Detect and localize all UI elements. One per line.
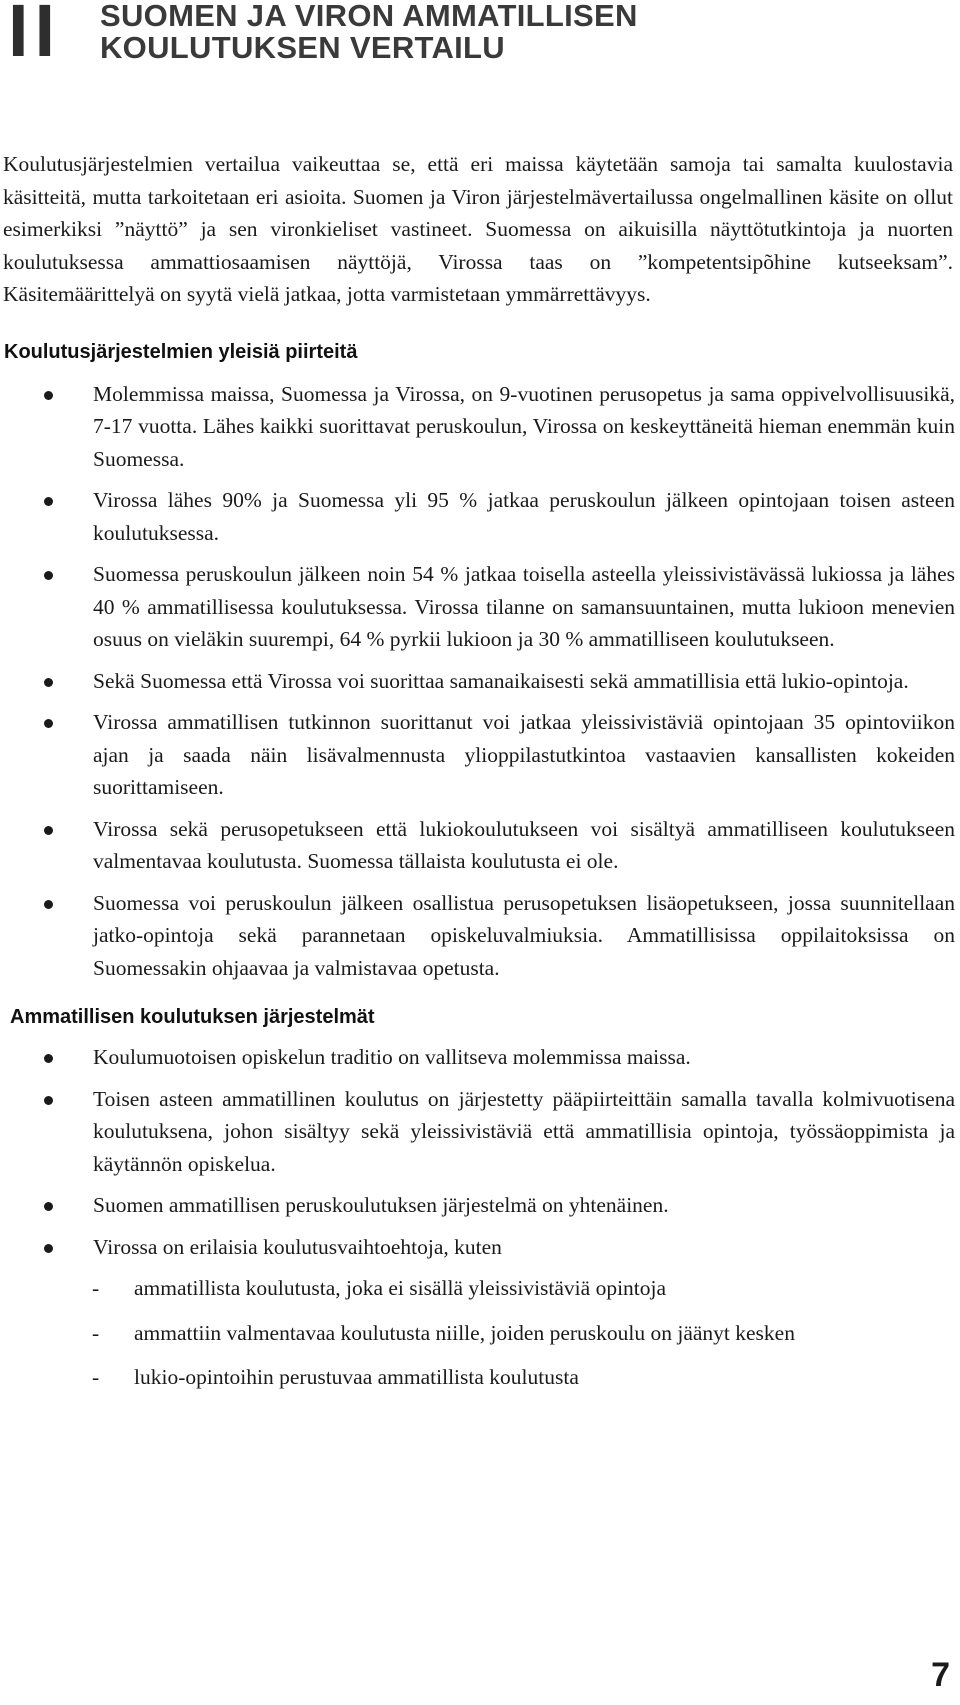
bullet-icon	[44, 497, 53, 506]
list-item-text: Virossa sekä perusopetukseen että lukiokoulutukseen voi sisältyä ammatilliseen koulutukseen valmentavaa koulutusta. Suomessa tällaista koulutusta ei ole.	[93, 816, 955, 873]
list-item-text: Suomessa voi peruskoulun jälkeen osallistua perusopetuksen lisäopetukseen, jossa suunnitellaan jatko-opintoja sekä parannetaan opiskeluvalmiuksia. Ammatillisissa oppilaitoksissa on Suomessakin ohjaavaa ja valmistavaa opetusta.	[93, 890, 955, 980]
list-item	[0, 558, 955, 656]
list-item	[0, 706, 955, 804]
sublist-item-text: ammattiin valmentavaa koulutusta niille, joiden peruskoulu on jäänyt kesken	[134, 1320, 795, 1345]
chapter-title-line-1: SUOMEN JA VIRON AMMATILLISEN	[100, 0, 638, 33]
list-item-text: Virossa lähes 90% ja Suomessa yli 95 % jatkaa peruskoulun jälkeen opintojaan toisen asteen koulutuksessa.	[93, 488, 955, 545]
section-heading-vocational-systems: Ammatillisen koulutuksen järjestelmät	[10, 1006, 375, 1028]
bullet-icon	[44, 571, 53, 580]
page-content	[0, 148, 960, 1406]
dash-marker: -	[92, 1276, 100, 1300]
sublist-item	[0, 1317, 960, 1350]
bullet-icon	[44, 391, 53, 400]
page-number: 7	[931, 1656, 950, 1694]
training-options-sublist	[0, 1272, 960, 1394]
chapter-title	[100, 0, 638, 64]
intro-paragraph: Koulutusjärjestelmien vertailua vaikeuttaa se, että eri maissa käytetään samoja tai samalta kuulostavia käsitteitä, mutta tarkoitetaan eri asioita. Suomen ja Viron järjestelmävertailussa ongelmallinen käsite on ollut esimerkiksi ”näyttö” ja sen vironkieliset vastineet. Suomessa on aikuisilla näyttötutkintoja ja nuorten koulutuksessa ammattiosaamisen näyttöjä, Virossa taas on ”kompetentsipõhine kutseeksam”. Käsitemäärittelyä on syytä vielä jatkaa, jotta varmistetaan ymmärrettävyys.	[3, 152, 953, 306]
list-item	[0, 887, 955, 985]
bullet-icon	[44, 719, 53, 728]
bullet-icon	[44, 678, 53, 687]
bullet-icon	[44, 1244, 53, 1253]
list-item	[0, 484, 955, 549]
list-item	[0, 1041, 955, 1074]
chapter-header	[0, 0, 960, 70]
list-item-text: Koulumuotoisen opiskelun traditio on vallitseva molemmissa maissa.	[93, 1045, 691, 1069]
general-features-list	[0, 378, 960, 985]
vocational-systems-list	[0, 1041, 960, 1263]
bullet-icon	[44, 826, 53, 835]
chapter-number: II	[8, 0, 62, 72]
list-item	[0, 378, 955, 476]
bullet-icon	[44, 1202, 53, 1211]
list-item	[0, 1189, 955, 1222]
dash-marker: -	[92, 1320, 100, 1345]
list-item-text: Suomen ammatillisen peruskoulutuksen järjestelmä on yhtenäinen.	[93, 1193, 669, 1217]
list-item-text: Toisen asteen ammatillinen koulutus on järjestetty pääpiirteittäin samalla tavalla kolmivuotisena koulutuksena, johon sisältyy sekä yleissivistäviä että ammatillisia opintoja, työssäoppimista ja käytännön opiskelua.	[93, 1086, 955, 1176]
list-item	[0, 1083, 955, 1181]
bullet-icon	[44, 900, 53, 909]
list-item	[0, 1231, 955, 1264]
list-item-text: Molemmissa maissa, Suomessa ja Virossa, on 9-vuotinen perusopetus ja sama oppivelvollisuusikä, 7-17 vuotta. Lähes kaikki suorittavat peruskoulun, Virossa on keskeyttäneitä hieman enemmän kuin Suomessa.	[93, 381, 955, 471]
sublist-item-text: lukio-opintoihin perustuvaa ammatillista koulutusta	[134, 1365, 579, 1389]
dash-marker: -	[92, 1365, 100, 1389]
sublist-item-text: ammatillista koulutusta, joka ei sisällä yleissivistäviä opintoja	[134, 1276, 667, 1300]
list-item-text: Sekä Suomessa että Virossa voi suorittaa samanaikaisesti sekä ammatillisia että lukio-opintoja.	[93, 668, 909, 693]
chapter-title-line-2: KOULUTUKSEN VERTAILU	[100, 30, 505, 65]
list-item-text: Suomessa peruskoulun jälkeen noin 54 % jatkaa toisella asteella yleissivistävässä lukiossa ja lähes 40 % ammatillisessa koulutuksessa. Virossa tilanne on samansuuntainen, mutta lukioon menevien osuus on vieläkin suurempi, 64 % pyrkii lukioon ja 30 % ammatilliseen koulutukseen.	[93, 562, 955, 651]
list-item-text: Virossa ammatillisen tutkinnon suorittanut voi jatkaa yleissivistäviä opintojaan 35 opintoviikon ajan ja saada näin lisävalmennusta ylioppilastutkintoa vastaavien kansallisten kokeiden suorittamiseen.	[93, 710, 955, 799]
section-heading-general-features: Koulutusjärjestelmien yleisiä piirteitä	[4, 340, 358, 363]
sublist-item	[0, 1272, 960, 1305]
list-item	[0, 813, 955, 878]
list-item	[0, 665, 955, 698]
list-item-text: Virossa on erilaisia koulutusvaihtoehtoja, kuten	[93, 1234, 502, 1259]
sublist-item	[0, 1361, 960, 1394]
bullet-icon	[44, 1096, 53, 1105]
bullet-icon	[44, 1054, 53, 1063]
